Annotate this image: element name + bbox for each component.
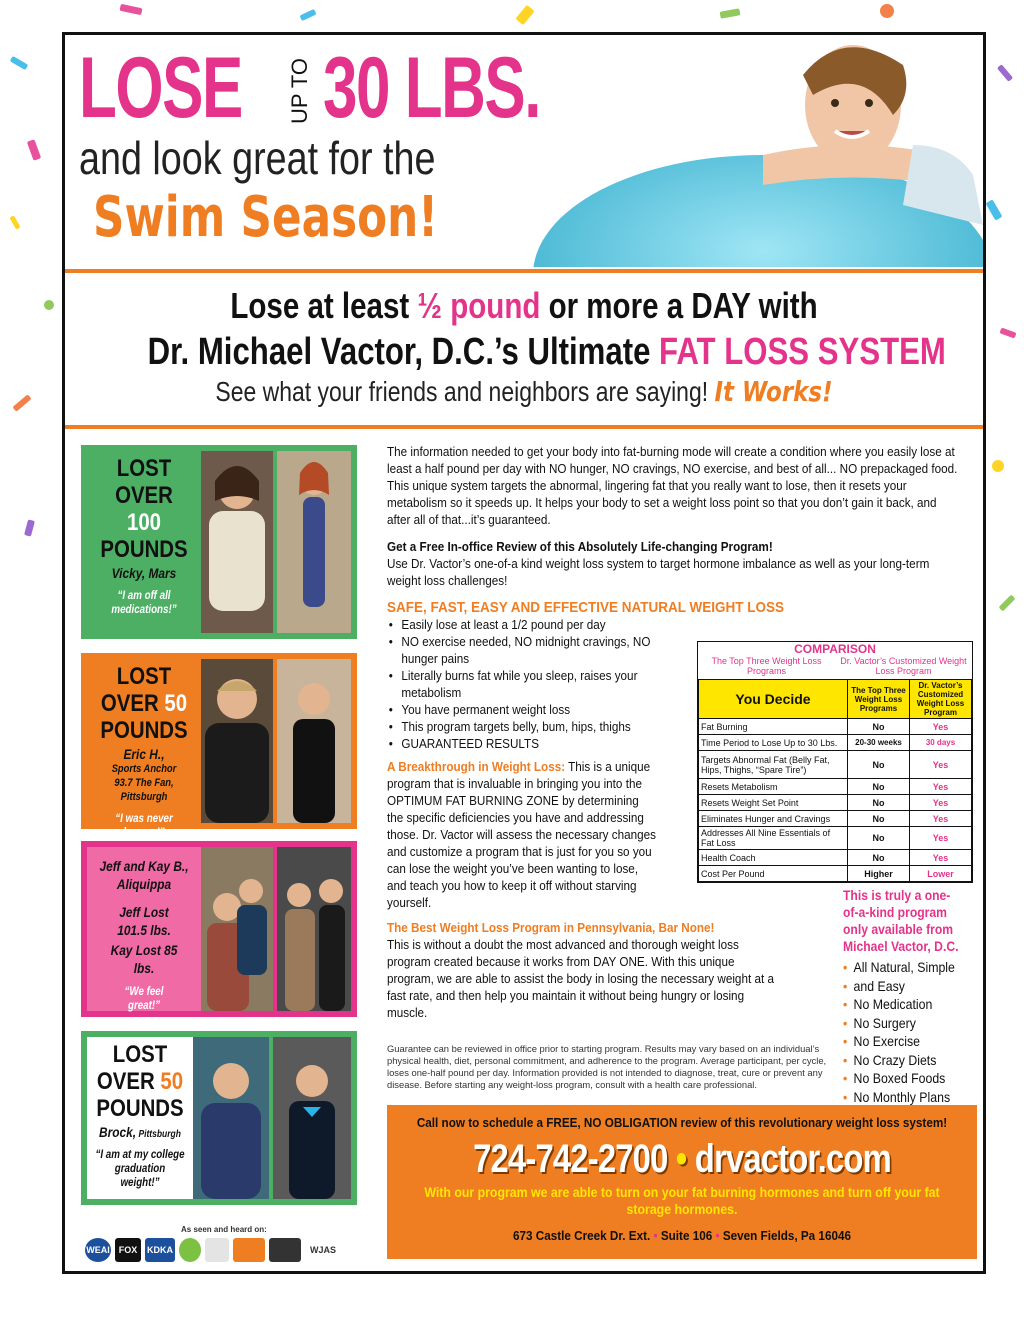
list-item: • You have permanent weight loss <box>389 701 675 718</box>
headline-line-1: Lose at least ½ pound or more a DAY with <box>230 285 818 326</box>
eric-before-after-photo <box>201 659 351 823</box>
list-item: • This program targets belly, bum, hips, thighs <box>389 718 675 735</box>
station-logo-gray <box>205 1238 229 1262</box>
list-item: • No Surgery <box>843 1014 962 1033</box>
thirty-lbs-heading: 30 LBS. <box>323 40 541 136</box>
list-item: • No Boxed Foods <box>843 1069 962 1088</box>
breakthrough-paragraph: A Breakthrough in Weight Loss: This is a unique program that is invaluable in bringing you into the OPTIMUM FAT BURNING ZONE by determining the specific deficiencies you have and addressing those. Dr. Vactor will assess the necessary changes and customize a program that is just for you so you can lose the weight you’ve been wanting to lose, and teach you how to keep it off without starving yourself. <box>387 759 657 910</box>
testimonial-eric: LOST OVER 50 POUNDS Eric H., Sports Anchor 93.7 The Fan, Pittsburgh “I was never hungry!” <box>81 653 357 829</box>
best-paragraph: This is without a doubt the most advanced and thorough weight loss program created because it works from DAY ONE. With this unique program, we are able to assist the body in losing the necessary weight at a fast rate, and then help you maintain it without being hungry or losing muscle. <box>387 937 774 1020</box>
comparison-table: COMPARISON The Top Three Weight Loss Programs Dr. Vactor’s Customized Weight Loss Program You Decide The Top Three Weight Loss Programs Dr. Vactor’s Customized Weight Loss Program Fat Burning No Yes Time Period to Lose Up to 30 Lbs. 20-30 weeks 30 days Targets Abnormal Fat (Belly Fat, Hips, Thighs, “Spare Tire”) No Yes Resets Metabolism No Yes Resets Weight Set Point No Yes Eliminates Hunger and Cravings No Yes Addresses All Nine Essentials of Fat Loss No Yes Health Coach No Yes Cost Per Pound Higher Lower <box>697 641 973 883</box>
address: 673 Castle Creek Dr. Ext. • Suite 106 • Seven Fields, Pa 16046 <box>513 1228 851 1243</box>
table-row: Resets Weight Set Point No Yes <box>699 795 972 811</box>
top-divider <box>65 269 983 273</box>
table-row: Addresses All Nine Essentials of Fat Loss No Yes <box>699 827 972 850</box>
table-header-row: You Decide The Top Three Weight Loss Programs Dr. Vactor’s Customized Weight Loss Program <box>699 680 972 719</box>
comparison-title: COMPARISON <box>794 642 876 656</box>
call-now-text: Call now to schedule a FREE, NO OBLIGATION review of this revolutionary weight loss system! <box>416 1115 948 1130</box>
website-link[interactable]: drvactor.com <box>694 1137 891 1181</box>
headline-line-2: Dr. Michael Vactor, D.C.’s Ultimate FAT LOSS SYSTEM <box>147 331 946 373</box>
one-of-a-kind-panel <box>843 887 978 1106</box>
intro-paragraph: The information needed to get your body into fat-burning mode will create a condition where you easily lose at least a half pound per day with NO hunger, NO cravings, NO exercise, and best of all... NO prepackaged food. This unique system targets the abnormal, lingering fat that you really want to lose, then it resets your metabolism so it speeds up. It helps your body to set a weight loss point so that you don’t gain it back, and after all of that...it’s guaranteed. <box>387 444 958 527</box>
list-item: • No Exercise <box>843 1032 962 1051</box>
list-item: • GUARANTEED RESULTS <box>389 735 675 752</box>
vicky-before-after-photo <box>201 451 351 633</box>
media-logos <box>85 1235 375 1265</box>
hormone-tagline: With our program we are able to turn on your fat burning hormones and turn off your fat storage hormones. <box>424 1184 940 1217</box>
best-heading: The Best Weight Loss Program in Pennsylvania, Bar None! <box>387 920 715 935</box>
weai-logo: WEAI <box>85 1238 111 1262</box>
safe-heading: SAFE, FAST, EASY AND EFFECTIVE NATURAL WEIGHT LOSS <box>387 599 785 616</box>
list-item: • No Medication <box>843 995 962 1014</box>
and-look-great-line: and look great for the <box>79 132 436 184</box>
table-row: Health Coach No Yes <box>699 850 972 866</box>
brock-before-after-photo <box>193 1037 351 1199</box>
list-item: • Literally burns fat while you sleep, raises your metabolism <box>389 667 675 701</box>
table-row: Eliminates Hunger and Cravings No Yes <box>699 811 972 827</box>
review-heading: Get a Free In-office Review of this Absolutely Life-changing Program! <box>387 539 773 554</box>
table-row: Cost Per Pound Higher Lower <box>699 866 972 882</box>
call-to-action-box <box>387 1105 977 1259</box>
table-row: Fat Burning No Yes <box>699 719 972 735</box>
testimonial-jeff-kay: Jeff and Kay B., Aliquippa Jeff Lost 101.5 lbs. Kay Lost 85 lbs. “We feel great!” <box>81 841 357 1017</box>
jeff-kay-photo <box>201 847 351 1011</box>
swim-season-heading: Swim Season! <box>93 185 439 250</box>
testimonial-vicky: LOST OVER 100 POUNDS Vicky, Mars “I am off all medications!” <box>81 445 357 639</box>
list-item: • No Crazy Diets <box>843 1051 962 1070</box>
no-list <box>843 958 978 1106</box>
table-row: Resets Metabolism No Yes <box>699 779 972 795</box>
benefits-list <box>389 616 675 752</box>
table-row: Time Period to Lose Up to 30 Lbs. 20-30 weeks 30 days <box>699 735 972 751</box>
subheadline: See what your friends and neighbors are saying! It Works! <box>215 375 833 408</box>
list-item: • No Monthly Plans <box>843 1088 962 1107</box>
one-of-a-kind-text: This is truly a one-of-a-kind program only available from Michael Vactor, D.C. <box>843 888 959 954</box>
list-item: • Easily lose at least a 1/2 pound per day <box>389 616 675 633</box>
list-item: • NO exercise needed, NO midnight cravings, NO hunger pains <box>389 633 675 667</box>
station-logo-green <box>179 1238 201 1262</box>
mid-divider <box>65 425 983 429</box>
fox-logo: FOX <box>115 1238 141 1262</box>
testimonial-brock: LOST OVER 50 POUNDS Brock, Pittsburgh “I am at my college graduation weight!” <box>81 1031 357 1205</box>
table-row: Targets Abnormal Fat (Belly Fat, Hips, Thighs, “Spare Tire”) No Yes <box>699 751 972 779</box>
as-seen-label: As seen and heard on: <box>181 1225 267 1234</box>
station-logo-orange <box>233 1238 265 1262</box>
phone-number-link[interactable]: 724-742-2700 <box>473 1137 668 1181</box>
woman-on-exercise-ball-photo <box>513 35 983 267</box>
ad-frame <box>62 32 986 1274</box>
wjas-logo: WJAS <box>305 1238 341 1262</box>
phone-and-website: 724-742-2700 • drvactor.com <box>473 1137 891 1181</box>
list-item: • All Natural, Simple <box>843 958 962 977</box>
review-paragraph: Use Dr. Vactor’s one-of-a kind weight loss system to target hormone imbalance as well as your long-term weight loss challenges! <box>387 556 930 588</box>
hero-section <box>65 35 983 267</box>
lose-heading: LOSE <box>79 40 242 136</box>
station-logo-dark <box>269 1238 301 1262</box>
up-to-label: UP TO <box>287 57 312 125</box>
disclaimer: Guarantee can be reviewed in office prior to starting program. Results may vary based on an individual’s physical health, diet, personal commitment, and adherence to the program. Average participant, per cycle, loses one-half pound per day. Information provided is not intended to diagnose, treat, cure or prevent any disease. Before starting any weight-loss program, consult with a health care professional. <box>387 1043 827 1090</box>
kdka-logo: KDKA <box>145 1238 175 1262</box>
list-item: • and Easy <box>843 977 962 996</box>
